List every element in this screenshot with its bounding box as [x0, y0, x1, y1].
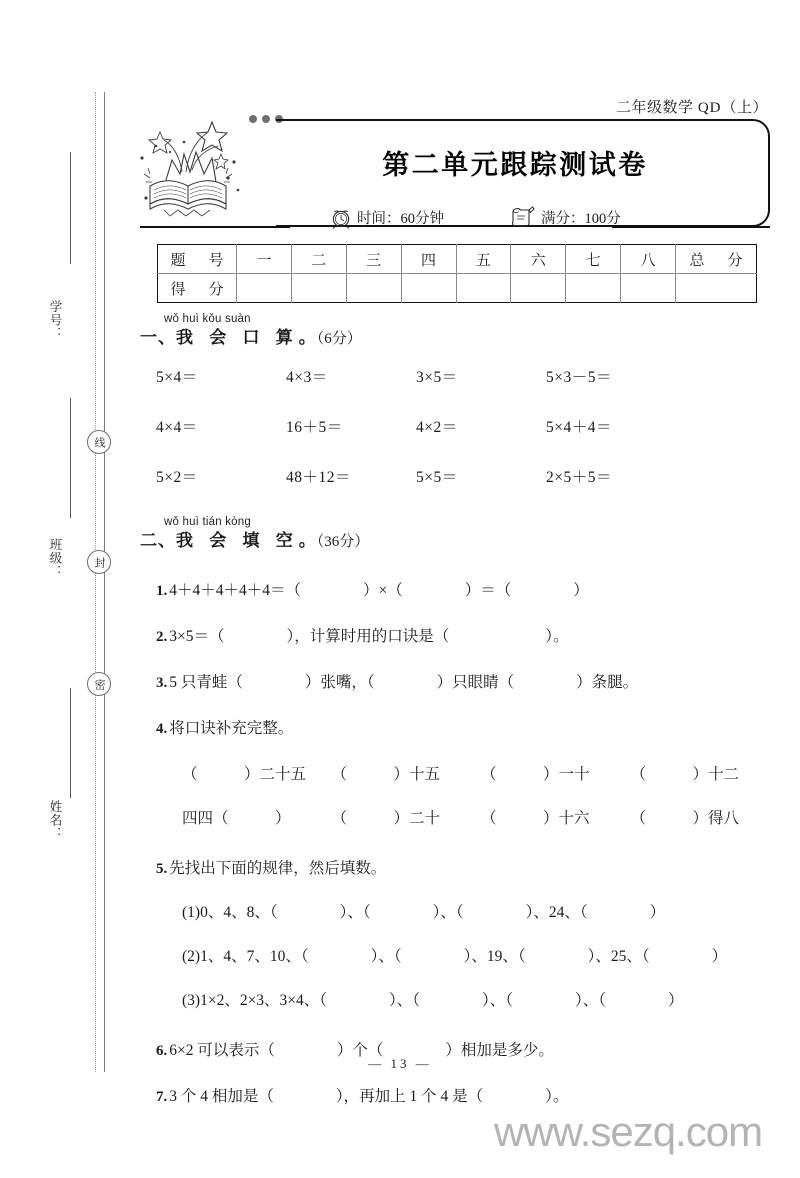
question-1-part-b: ）×（ — [363, 582, 403, 599]
binding-rule-class — [70, 398, 71, 518]
section-1-title — [140, 326, 780, 351]
score-cell-3[interactable] — [346, 274, 401, 303]
score-cell-1[interactable] — [237, 274, 292, 303]
seal-char-xian: 线 — [87, 430, 111, 454]
question-4-row-2 — [182, 806, 780, 828]
binding-label-student-id: 学号： — [48, 300, 62, 341]
binding-label-class: 班级： — [48, 538, 62, 579]
binding-dotted-line — [95, 92, 96, 1072]
binding-rule-student-id — [70, 152, 71, 264]
oral-row-1 — [156, 365, 780, 387]
section-2-index: 二、 — [140, 531, 176, 550]
exam-total-score-label: 满分：100分 — [541, 210, 621, 227]
semester-text: （上） — [721, 100, 768, 116]
section-2-header — [140, 515, 780, 554]
exam-meta-row — [330, 205, 621, 229]
oral-problem-2-1[interactable]: 4×4＝ — [156, 419, 198, 436]
score-table-row-label-score: 得 分 — [158, 274, 237, 303]
score-table-col-4: 四 — [401, 245, 456, 274]
question-4-row-1 — [182, 762, 780, 784]
koujue-2-1[interactable]: 四四（ ） — [182, 810, 291, 827]
binding-solid-line — [104, 92, 105, 1072]
score-table-score-row — [158, 274, 757, 303]
question-3-part-b: ）张嘴，（ — [304, 674, 375, 691]
score-cell-2[interactable] — [291, 274, 346, 303]
scroll-pen-icon — [510, 205, 536, 229]
question-7[interactable] — [156, 1086, 780, 1108]
alarm-clock-icon — [330, 205, 352, 229]
koujue-2-4[interactable]: （ ）得八 — [630, 810, 740, 827]
oral-problem-2-2[interactable]: 16＋5＝ — [286, 419, 343, 436]
question-4 — [156, 718, 780, 740]
question-5 — [156, 858, 780, 880]
question-6-part-b: ）个（ — [336, 1042, 384, 1059]
question-7-number: 7. — [156, 1089, 168, 1105]
question-2-part-a: 3×5＝（ — [169, 628, 225, 645]
section-1-pinyin: wǒ huì kǒu suàn — [164, 313, 251, 325]
score-cell-6[interactable] — [511, 274, 566, 303]
oral-row-3 — [156, 465, 780, 487]
question-5-item-1[interactable]: (1)0、4、8、（ ）、（ ）、（ ）、24、（ ） — [182, 904, 666, 921]
score-cell-total[interactable] — [676, 274, 757, 303]
question-1-part-a: 4＋4＋4＋4＋4＝（ — [169, 582, 302, 599]
exam-time — [330, 205, 444, 229]
exam-time-label: 时间：60分钟 — [357, 210, 444, 227]
score-cell-4[interactable] — [401, 274, 456, 303]
oral-problem-1-2[interactable]: 4×3＝ — [286, 369, 328, 386]
koujue-1-4[interactable]: （ ）十二 — [630, 766, 740, 783]
section-1-index: 一、 — [140, 328, 176, 347]
score-cell-5[interactable] — [456, 274, 511, 303]
score-table-header-row — [158, 245, 757, 274]
section-2-points: （36分） — [316, 534, 370, 550]
koujue-2-3[interactable]: （ ）十六 — [481, 810, 590, 827]
koujue-2-2[interactable]: （ ）二十 — [331, 810, 441, 827]
question-6-number: 6. — [156, 1043, 168, 1059]
score-table-col-6: 六 — [511, 245, 566, 274]
score-table-row-label-question: 题 号 — [158, 245, 237, 274]
grade-subject-line — [616, 96, 768, 117]
score-table-col-2: 二 — [291, 245, 346, 274]
binding-sidebar — [0, 0, 140, 1178]
question-5-item-3[interactable]: (3)1×2、2×3、3×4、（ ）、（ ）、（ ）、（ ） — [182, 992, 684, 1009]
score-cell-8[interactable] — [621, 274, 676, 303]
grade-subject-text: 二年级数学 — [616, 100, 694, 116]
score-table-col-1: 一 — [237, 245, 292, 274]
exam-content — [140, 312, 780, 1108]
binding-rule-name — [70, 688, 71, 798]
question-3-number: 3. — [156, 675, 168, 691]
oral-problem-1-1[interactable]: 5×4＝ — [156, 369, 198, 386]
question-3-part-d: ）条腿。 — [576, 674, 639, 691]
question-7-part-a: 3 个 4 相加是（ — [169, 1088, 274, 1105]
question-7-part-c: ）。 — [545, 1088, 569, 1105]
question-2-number: 2. — [156, 629, 168, 645]
section-2-title — [140, 529, 780, 554]
oral-problem-2-4[interactable]: 5×4＋4＝ — [546, 419, 612, 436]
question-7-part-b: ），再加上 1 个 4 是（ — [335, 1088, 484, 1105]
score-table-col-7: 七 — [566, 245, 621, 274]
koujue-1-1[interactable]: （ ）二十五 — [182, 766, 307, 783]
score-table-col-5: 五 — [456, 245, 511, 274]
question-6-part-a: 6×2 可以表示（ — [169, 1042, 275, 1059]
oral-row-2 — [156, 415, 780, 437]
header-dot-2 — [262, 115, 270, 123]
section-2-pinyin: wǒ huì tián kòng — [164, 516, 251, 528]
section-1-header — [140, 312, 780, 351]
question-2-part-c: ）。 — [545, 628, 569, 645]
score-table-col-8: 八 — [621, 245, 676, 274]
open-book-stars-icon — [126, 112, 250, 234]
question-4-number: 4. — [156, 721, 168, 737]
oral-arithmetic-grid — [156, 365, 780, 487]
question-3-part-c: ）只眼睛（ — [436, 674, 515, 691]
question-5-item-2[interactable]: (2)1、4、7、10、（ ）、（ ）、19、（ ）、25、（ ） — [182, 948, 728, 965]
score-table-col-total: 总 分 — [676, 245, 757, 274]
question-1[interactable] — [156, 580, 780, 602]
question-1-number: 1. — [156, 583, 168, 599]
oral-problem-3-4[interactable]: 2×5＋5＝ — [546, 469, 612, 486]
oral-problem-1-3[interactable]: 3×5＝ — [416, 369, 458, 386]
question-2-part-b: ），计算时用的口诀是（ — [286, 628, 450, 645]
watermark: www.sezq.com — [494, 1108, 763, 1155]
section-2-name: 我 会 填 空 — [176, 531, 299, 550]
edition-code: QD — [697, 100, 722, 116]
oral-problem-3-2[interactable]: 48＋12＝ — [286, 469, 352, 486]
header-dot-1 — [249, 115, 257, 123]
koujue-1-3[interactable]: （ ）一十 — [481, 766, 590, 783]
page-title: 第二单元跟踪测试卷 — [382, 150, 648, 180]
question-5-number: 5. — [156, 861, 168, 877]
exam-total-score — [510, 205, 621, 229]
question-4-title: 将口诀补充完整。 — [169, 720, 294, 737]
section-2-period: 。 — [298, 531, 317, 550]
question-1-part-d: ） — [573, 582, 589, 599]
oral-problem-2-3[interactable]: 4×2＝ — [416, 419, 458, 436]
binding-label-name: 姓名： — [48, 800, 62, 841]
section-1-name: 我 会 口 算 — [176, 328, 299, 347]
question-6-part-c: ）相加是多少。 — [445, 1042, 554, 1059]
section-1-points: （6分） — [316, 331, 362, 347]
koujue-1-2[interactable]: （ ）十五 — [331, 766, 441, 783]
oral-problem-3-1[interactable]: 5×2＝ — [156, 469, 198, 486]
score-table — [157, 244, 757, 303]
question-3-part-a: 5 只青蛙（ — [169, 674, 243, 691]
title-rail-right — [612, 226, 770, 228]
page-number: — 13 — — [368, 1056, 432, 1071]
question-5-title: 先找出下面的规律，然后填数。 — [169, 860, 387, 877]
oral-problem-3-3[interactable]: 5×5＝ — [416, 469, 458, 486]
score-cell-7[interactable] — [566, 274, 621, 303]
question-3[interactable] — [156, 672, 780, 694]
seal-char-mi: 密 — [87, 672, 111, 696]
question-1-part-c: ）＝（ — [464, 582, 512, 599]
question-2[interactable] — [156, 626, 780, 648]
seal-char-feng: 封 — [87, 550, 111, 574]
score-table-col-3: 三 — [346, 245, 401, 274]
oral-problem-1-4[interactable]: 5×3－5＝ — [546, 369, 612, 386]
section-1-period: 。 — [298, 328, 317, 347]
